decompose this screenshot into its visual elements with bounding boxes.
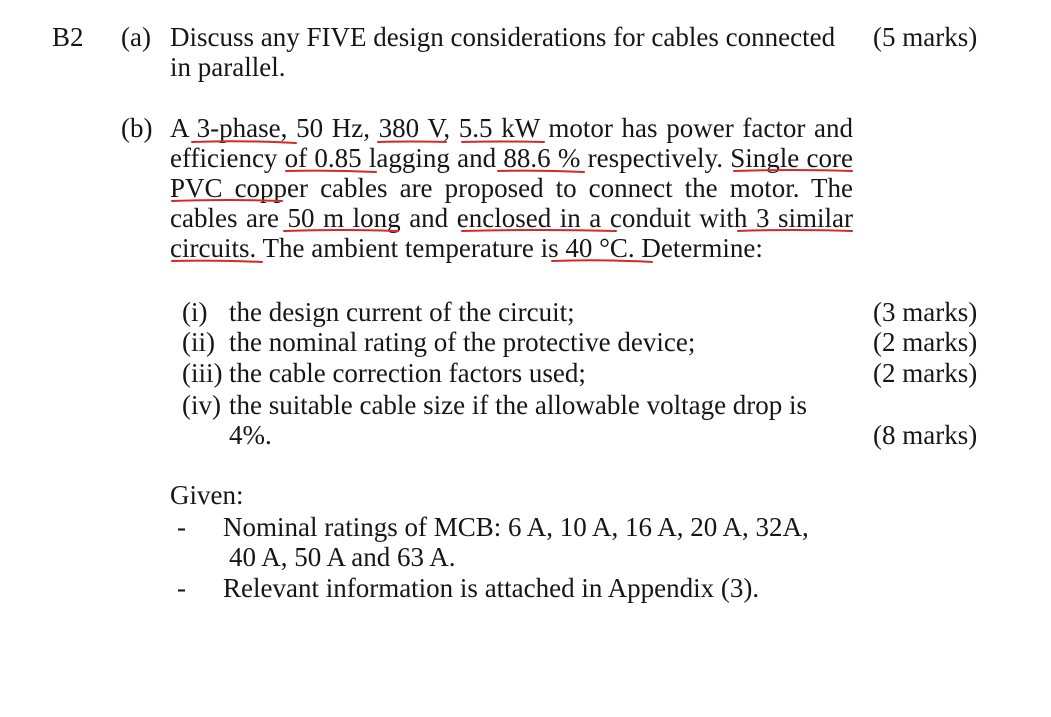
given-bullet-1-line-2: 40 A, 50 A and 63 A. <box>229 542 456 572</box>
underline-3-similar <box>738 230 852 231</box>
subpart-i-label: (i) <box>182 297 208 327</box>
part-b-label: (b) <box>121 113 153 143</box>
underline-0-85 <box>286 171 376 172</box>
underline-3-phase <box>192 141 296 143</box>
subpart-iv-marks: (8 marks) <box>873 420 978 450</box>
subpart-iv-text: the suitable cable size if the allowable voltage drop is <box>229 390 808 420</box>
subpart-iii-marks: (2 marks) <box>873 358 978 388</box>
subpart-iii-label: (iii) <box>182 358 223 388</box>
underline-enclosed-conduit <box>462 230 616 231</box>
underline-5-5kw <box>462 142 544 143</box>
underline-88-6 <box>498 171 584 172</box>
subpart-i-text: the design current of the circuit; <box>229 297 575 327</box>
given-heading: Given: <box>170 480 244 510</box>
given-bullet-1-dash: - <box>177 512 186 542</box>
subpart-iv-label: (iv) <box>182 390 221 420</box>
part-b-line-4: cables are 50 m long and enclosed in a conduit with 3 similar <box>170 203 853 233</box>
subpart-i-marks: (3 marks) <box>873 297 978 327</box>
underline-single-core <box>734 170 852 171</box>
part-a-label: (a) <box>121 22 151 52</box>
part-b-line-1: A 3-phase, 50 Hz, 380 V, 5.5 kW motor has power factor and <box>170 113 853 143</box>
underline-50m-long <box>284 230 398 231</box>
underline-circuits <box>172 261 262 262</box>
part-a-line-2: in parallel. <box>170 52 286 82</box>
underline-40c <box>552 260 652 262</box>
part-b-line-3: PVC copper cables are proposed to connect the motor. The <box>170 173 853 203</box>
question-number: B2 <box>52 22 84 52</box>
given-bullet-1-line-1: Nominal ratings of MCB: 6 A, 10 A, 16 A, 20 A, 32A, <box>223 512 809 542</box>
part-a-marks: (5 marks) <box>873 22 978 52</box>
subpart-ii-marks: (2 marks) <box>873 327 978 357</box>
subpart-iii-text: the cable correction factors used; <box>229 358 586 388</box>
part-b-line-2: efficiency of 0.85 lagging and 88.6 % respectively. Single core <box>170 143 853 173</box>
subpart-iv-text-cont: 4%. <box>229 420 272 450</box>
subpart-ii-text: the nominal rating of the protective device; <box>229 327 696 357</box>
subpart-ii-label: (ii) <box>182 327 215 357</box>
underline-380v <box>378 142 446 143</box>
given-bullet-2-dash: - <box>177 573 186 603</box>
part-b-line-5: circuits. The ambient temperature is 40 °C. Determine: <box>170 233 763 263</box>
part-a-line-1: Discuss any FIVE design considerations for cables connected <box>170 22 836 52</box>
given-bullet-2-line-1: Relevant information is attached in Appendix (3). <box>223 573 760 603</box>
underline-pvc-copper <box>172 200 282 201</box>
